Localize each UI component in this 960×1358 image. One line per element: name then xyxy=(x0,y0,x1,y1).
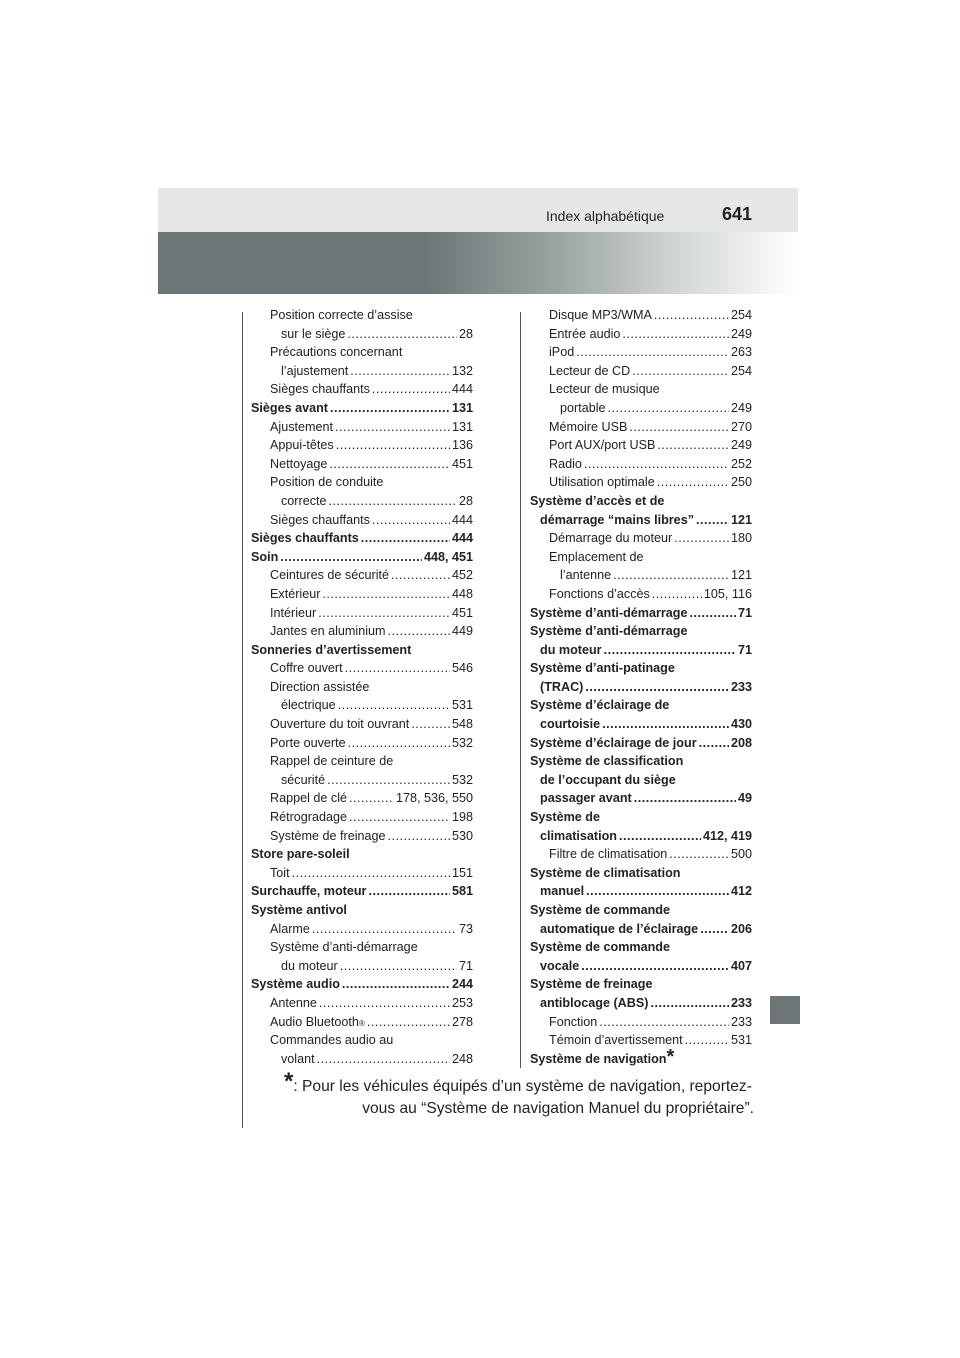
index-entry xyxy=(251,920,473,939)
index-entry xyxy=(530,641,752,660)
dot-leader xyxy=(349,789,394,808)
dot-leader xyxy=(629,418,729,437)
index-entry xyxy=(251,678,473,697)
dot-leader xyxy=(581,957,729,976)
dot-leader xyxy=(367,1013,450,1032)
page-reference: 151 xyxy=(451,865,473,880)
footnote-asterisk: * xyxy=(284,1068,294,1095)
page-reference: 532 xyxy=(451,772,473,787)
index-entry xyxy=(251,864,473,883)
entry-term: Utilisation optimale xyxy=(549,475,655,490)
entry-term: automatique de l’éclairage xyxy=(540,921,699,936)
dot-leader xyxy=(322,585,450,604)
entry-term: Précautions concernant xyxy=(270,345,403,360)
index-entry xyxy=(530,975,752,994)
entry-term: Port AUX/port USB xyxy=(549,438,656,453)
index-entry xyxy=(530,938,752,957)
entry-term: l’ajustement xyxy=(281,363,349,378)
page-reference: 244 xyxy=(451,977,473,992)
page-reference: 430 xyxy=(730,717,752,732)
entry-term: Système de classification xyxy=(530,754,684,769)
index-entry xyxy=(251,938,473,957)
dot-leader xyxy=(347,325,457,344)
dot-leader xyxy=(319,994,450,1013)
entry-term: Ajustement xyxy=(270,419,333,434)
page-reference: 71 xyxy=(737,605,752,620)
index-entry xyxy=(530,418,752,437)
dot-leader xyxy=(348,734,450,753)
entry-term: Rétrogradage xyxy=(270,810,348,825)
page-reference: 28 xyxy=(458,326,473,341)
index-entry xyxy=(251,566,473,585)
entry-term: Entrée audio xyxy=(549,326,621,341)
index-entry xyxy=(530,920,752,939)
entry-term: Système d’accès et de xyxy=(530,493,665,508)
entry-term: Sièges chauffants xyxy=(251,531,359,546)
index-entry xyxy=(251,715,473,734)
entry-term: Sièges chauffants xyxy=(270,382,370,397)
dot-leader xyxy=(599,1013,729,1032)
entry-term: vocale xyxy=(540,958,580,973)
entry-term: Emplacement de xyxy=(549,549,644,564)
dot-leader xyxy=(586,882,729,901)
page-reference: 253 xyxy=(451,995,473,1010)
page-reference: 546 xyxy=(451,661,473,676)
dot-leader xyxy=(696,511,729,530)
index-entry xyxy=(251,455,473,474)
page-reference: 407 xyxy=(730,958,752,973)
entry-term: Système d’éclairage de jour xyxy=(530,735,697,750)
page-reference: 531 xyxy=(451,698,473,713)
page-reference: 121 xyxy=(730,512,752,527)
entry-term: Système d’éclairage de xyxy=(530,698,670,713)
page-reference: 249 xyxy=(730,438,752,453)
dot-leader xyxy=(292,864,450,883)
index-entry xyxy=(251,325,473,344)
index-entry xyxy=(251,436,473,455)
index-entry xyxy=(251,548,473,567)
page-reference: 451 xyxy=(451,456,473,471)
index-entry xyxy=(251,659,473,678)
index-entry xyxy=(251,362,473,381)
entry-term: Sonneries d’avertissement xyxy=(251,642,412,657)
dot-leader xyxy=(388,827,450,846)
index-entry xyxy=(251,882,473,901)
index-entry xyxy=(251,585,473,604)
index-entry xyxy=(251,511,473,530)
dot-leader xyxy=(329,492,457,511)
page-reference: 71 xyxy=(458,958,473,973)
entry-term: Fonctions d’accès xyxy=(549,586,650,601)
entry-term: Toit xyxy=(270,865,290,880)
index-entry xyxy=(251,604,473,623)
entry-term: Soin xyxy=(251,549,279,564)
dot-leader xyxy=(699,734,729,753)
dot-leader xyxy=(585,678,729,697)
index-entry xyxy=(530,325,752,344)
index-entry xyxy=(530,882,752,901)
index-entry xyxy=(530,566,752,585)
dot-leader xyxy=(342,975,450,994)
index-entry xyxy=(530,380,752,399)
index-entry xyxy=(251,845,473,864)
footnote xyxy=(284,1068,754,1120)
entry-term: portable xyxy=(560,400,606,415)
entry-term: Sièges chauffants xyxy=(270,512,370,527)
index-entry xyxy=(530,827,752,846)
entry-term: Extérieur xyxy=(270,586,321,601)
index-entry xyxy=(530,901,752,920)
entry-term: volant xyxy=(281,1051,315,1066)
entry-term: (TRAC) xyxy=(540,679,584,694)
dot-leader xyxy=(350,362,450,381)
index-entry xyxy=(251,380,473,399)
index-entry xyxy=(251,622,473,641)
index-entry xyxy=(251,827,473,846)
page-reference: 530 xyxy=(451,828,473,843)
entry-term: Système de freinage xyxy=(530,977,653,992)
dot-leader xyxy=(335,418,450,437)
dot-leader xyxy=(685,1031,729,1050)
entry-term: Ceintures de sécurité xyxy=(270,568,390,583)
dot-leader xyxy=(652,585,702,604)
entry-term: Intérieur xyxy=(270,605,317,620)
footnote-line-1 xyxy=(284,1068,754,1098)
page-reference: 444 xyxy=(451,382,473,397)
index-entry xyxy=(530,343,752,362)
dot-leader xyxy=(280,548,422,567)
index-entry xyxy=(251,1031,473,1050)
entry-term: correcte xyxy=(281,493,327,508)
index-entry xyxy=(251,789,473,808)
page-reference: 105, 116 xyxy=(703,586,752,601)
page-reference: 233 xyxy=(730,1014,752,1029)
entry-term: passager avant xyxy=(540,791,632,806)
page-reference: 548 xyxy=(451,717,473,732)
page-reference: 71 xyxy=(737,642,752,657)
entry-term: Antenne xyxy=(270,995,317,1010)
entry-term: Rappel de ceinture de xyxy=(270,754,394,769)
entry-term: sur le siège xyxy=(281,326,346,341)
dot-leader xyxy=(349,808,450,827)
page-reference: 249 xyxy=(730,326,752,341)
index-entry xyxy=(251,473,473,492)
entry-term: Démarrage du moteur xyxy=(549,531,673,546)
index-entry xyxy=(251,994,473,1013)
entry-term: Direction assistée xyxy=(270,679,370,694)
entry-term: Fonction xyxy=(549,1014,598,1029)
page-reference: 121 xyxy=(730,568,752,583)
dot-leader xyxy=(318,604,450,623)
entry-term: manuel xyxy=(540,884,585,899)
index-entry xyxy=(251,808,473,827)
footnote-line-2: vous au “Système de navigation Manuel du propriétaire”. xyxy=(362,1100,754,1117)
index-entry xyxy=(530,994,752,1013)
dot-leader xyxy=(340,957,457,976)
index-entry xyxy=(251,734,473,753)
index-entry xyxy=(530,529,752,548)
dot-leader xyxy=(312,920,457,939)
index-entry xyxy=(530,734,752,753)
header-gradient-band xyxy=(158,232,798,294)
page-reference: 448 xyxy=(451,586,473,601)
index-entry xyxy=(530,436,752,455)
page-reference: 412, 419 xyxy=(702,828,752,843)
dot-leader xyxy=(613,566,729,585)
index-entry xyxy=(530,473,752,492)
dot-leader xyxy=(372,380,450,399)
entry-term: l’antenne xyxy=(560,568,612,583)
dot-leader xyxy=(584,455,729,474)
section-thumb-tab xyxy=(770,996,800,1024)
page-reference: 531 xyxy=(730,1033,752,1048)
index-entry xyxy=(530,455,752,474)
page-reference: 581 xyxy=(451,884,473,899)
dot-leader xyxy=(669,845,729,864)
page-reference: 250 xyxy=(730,475,752,490)
index-column-right xyxy=(530,306,752,1068)
dot-leader xyxy=(689,604,736,623)
page-reference: 254 xyxy=(730,363,752,378)
dot-leader xyxy=(657,436,729,455)
page-reference: 131 xyxy=(451,419,473,434)
entry-term: courtoisie xyxy=(540,717,601,732)
page-reference: 131 xyxy=(451,400,473,415)
entry-term: Position correcte d’assise xyxy=(270,308,413,322)
entry-term: Store pare-soleil xyxy=(251,847,350,862)
entry-term: électrique xyxy=(281,698,336,713)
entry-term: Système de climatisation xyxy=(530,865,681,880)
entry-term: Système antivol xyxy=(251,903,347,917)
index-entry xyxy=(530,752,752,771)
index-entry xyxy=(530,957,752,976)
page-reference: 180 xyxy=(730,531,752,546)
index-entry xyxy=(530,306,752,325)
header-bar xyxy=(158,188,798,232)
index-entry xyxy=(530,864,752,883)
dot-leader xyxy=(411,715,450,734)
column-divider xyxy=(520,312,521,1068)
index-entry xyxy=(530,1031,752,1050)
section-title: Index alphabétique xyxy=(546,208,665,224)
entry-term: Commandes audio au xyxy=(270,1033,394,1048)
page-reference: 532 xyxy=(451,735,473,750)
page-reference: 136 xyxy=(451,438,473,453)
page-reference: 233 xyxy=(730,679,752,694)
index-entry xyxy=(251,696,473,715)
index-entry xyxy=(251,399,473,418)
entry-term: Lecteur de musique xyxy=(549,382,660,397)
entry-term: Témoin d’avertissement xyxy=(549,1033,683,1048)
entry-term: Système audio xyxy=(251,977,340,992)
entry-term: Disque MP3/WMA xyxy=(549,308,652,322)
index-entry xyxy=(530,771,752,790)
entry-term: Système d’anti-démarrage xyxy=(270,940,418,955)
index-entry xyxy=(530,511,752,530)
index-entry xyxy=(530,399,752,418)
page-reference: 500 xyxy=(730,847,752,862)
index-entry xyxy=(530,808,752,827)
entry-term: Système de commande xyxy=(530,940,670,955)
dot-leader xyxy=(329,455,450,474)
dot-leader xyxy=(330,399,450,418)
index-entry xyxy=(530,678,752,697)
index-entry xyxy=(530,548,752,567)
dot-leader xyxy=(622,325,729,344)
index-entry xyxy=(251,752,473,771)
dot-leader xyxy=(317,1050,450,1069)
entry-term: Système de commande xyxy=(530,903,670,917)
index-entry xyxy=(251,418,473,437)
index-entry xyxy=(251,975,473,994)
dot-leader xyxy=(338,696,450,715)
page-reference: 252 xyxy=(730,456,752,471)
dot-leader xyxy=(700,920,729,939)
page-reference: 270 xyxy=(730,419,752,434)
entry-term: iPod xyxy=(549,345,575,360)
index-entry xyxy=(530,622,752,641)
dot-leader xyxy=(602,715,729,734)
index-entry xyxy=(530,362,752,381)
index-entry xyxy=(530,604,752,623)
entry-term: sécurité xyxy=(281,772,326,787)
entry-term: Système de freinage xyxy=(270,828,386,843)
page-reference: 452 xyxy=(451,568,473,583)
page-reference: 178, 536, 550 xyxy=(395,791,473,806)
dot-leader xyxy=(391,566,450,585)
dot-leader xyxy=(654,306,729,325)
dot-leader xyxy=(650,994,729,1013)
page-reference: 132 xyxy=(451,363,473,378)
entry-term: Sièges avant xyxy=(251,400,329,415)
index-entry xyxy=(251,957,473,976)
entry-term: Rappel de clé xyxy=(270,791,348,806)
index-entry xyxy=(251,306,473,325)
page-reference: 28 xyxy=(458,493,473,508)
entry-term: Audio Bluetooth xyxy=(270,1014,359,1029)
index-entry xyxy=(251,771,473,790)
entry-term: Jantes en aluminium xyxy=(270,624,386,639)
page-reference: 263 xyxy=(730,345,752,360)
index-entry xyxy=(251,529,473,548)
entry-term: démarrage “mains libres” xyxy=(540,512,694,527)
entry-term: Radio xyxy=(549,456,582,471)
entry-term: Ouverture du toit ouvrant xyxy=(270,717,410,732)
index-entry xyxy=(530,696,752,715)
entry-term: Porte ouverte xyxy=(270,735,346,750)
page-reference: 73 xyxy=(458,921,473,936)
index-entry xyxy=(530,789,752,808)
dot-leader xyxy=(657,473,729,492)
dot-leader xyxy=(345,659,450,678)
dot-leader xyxy=(619,827,701,846)
entry-term: de l’occupant du siège xyxy=(540,772,676,787)
entry-term: Système d’anti-démarrage xyxy=(530,624,688,639)
dot-leader xyxy=(372,511,450,530)
index-entry xyxy=(251,1050,473,1069)
entry-term: Surchauffe, moteur xyxy=(251,884,367,899)
entry-term: climatisation xyxy=(540,828,617,843)
index-entry xyxy=(251,641,473,660)
page-reference: 444 xyxy=(451,512,473,527)
dot-leader xyxy=(604,641,736,660)
index-entry: Système de navigation * xyxy=(530,1045,675,1068)
dot-leader xyxy=(632,362,729,381)
dot-leader xyxy=(388,622,450,641)
entry-term: Appui-têtes xyxy=(270,438,334,453)
page-reference: 248 xyxy=(451,1051,473,1066)
entry-term: du moteur xyxy=(281,958,338,973)
entry-term: Alarme xyxy=(270,921,310,936)
entry-term: Lecteur de CD xyxy=(549,363,631,378)
page-reference: 254 xyxy=(730,308,752,322)
index-entry xyxy=(530,585,752,604)
entry-term: Position de conduite xyxy=(270,475,384,490)
entry-term: Mémoire USB xyxy=(549,419,628,434)
entry-term: Coffre ouvert xyxy=(270,661,343,676)
index-entry xyxy=(530,845,752,864)
entry-term: du moteur xyxy=(540,642,602,657)
dot-leader xyxy=(336,436,450,455)
left-margin-rule xyxy=(242,312,243,1128)
page-reference: 451 xyxy=(451,605,473,620)
entry-term: Filtre de climatisation xyxy=(549,847,668,862)
index-entry xyxy=(530,659,752,678)
dot-leader xyxy=(361,529,450,548)
dot-leader xyxy=(327,771,450,790)
entry-term: Système de navigation xyxy=(530,1051,667,1066)
page-reference: 198 xyxy=(451,810,473,825)
entry-term: Système d’anti-patinage xyxy=(530,661,675,676)
entry-term: Système d’anti-démarrage xyxy=(530,605,688,620)
page-reference: 249 xyxy=(730,400,752,415)
page-reference: 449 xyxy=(451,624,473,639)
page-reference: 278 xyxy=(451,1014,473,1029)
page-reference: 206 xyxy=(730,921,752,936)
dot-leader xyxy=(634,789,736,808)
index-entry xyxy=(251,492,473,511)
page-reference: 233 xyxy=(730,995,752,1010)
index-column-left xyxy=(251,306,473,1068)
page-reference: 412 xyxy=(730,884,752,899)
dot-leader xyxy=(368,882,450,901)
page-reference: 208 xyxy=(730,735,752,750)
dot-leader xyxy=(608,399,729,418)
dot-leader xyxy=(576,343,729,362)
entry-term: Système de xyxy=(530,810,601,825)
entry-term: Nettoyage xyxy=(270,456,328,471)
index-entry xyxy=(530,715,752,734)
index-entry xyxy=(530,492,752,511)
index-entry: Audio Bluetooth ® ..... 278 xyxy=(251,1013,473,1032)
page-reference: 448, 451 xyxy=(423,549,473,564)
index-entry xyxy=(251,343,473,362)
index-entry xyxy=(530,1013,752,1032)
page-reference: 49 xyxy=(737,791,752,806)
footnote-text-1: : Pour les véhicules équipés d’un système de navigation, reportez- xyxy=(293,1078,752,1095)
index-entry xyxy=(251,901,473,920)
page-number: 641 xyxy=(722,204,753,224)
entry-term: antiblocage (ABS) xyxy=(540,995,649,1010)
dot-leader xyxy=(674,529,729,548)
page-reference: 444 xyxy=(451,531,473,546)
